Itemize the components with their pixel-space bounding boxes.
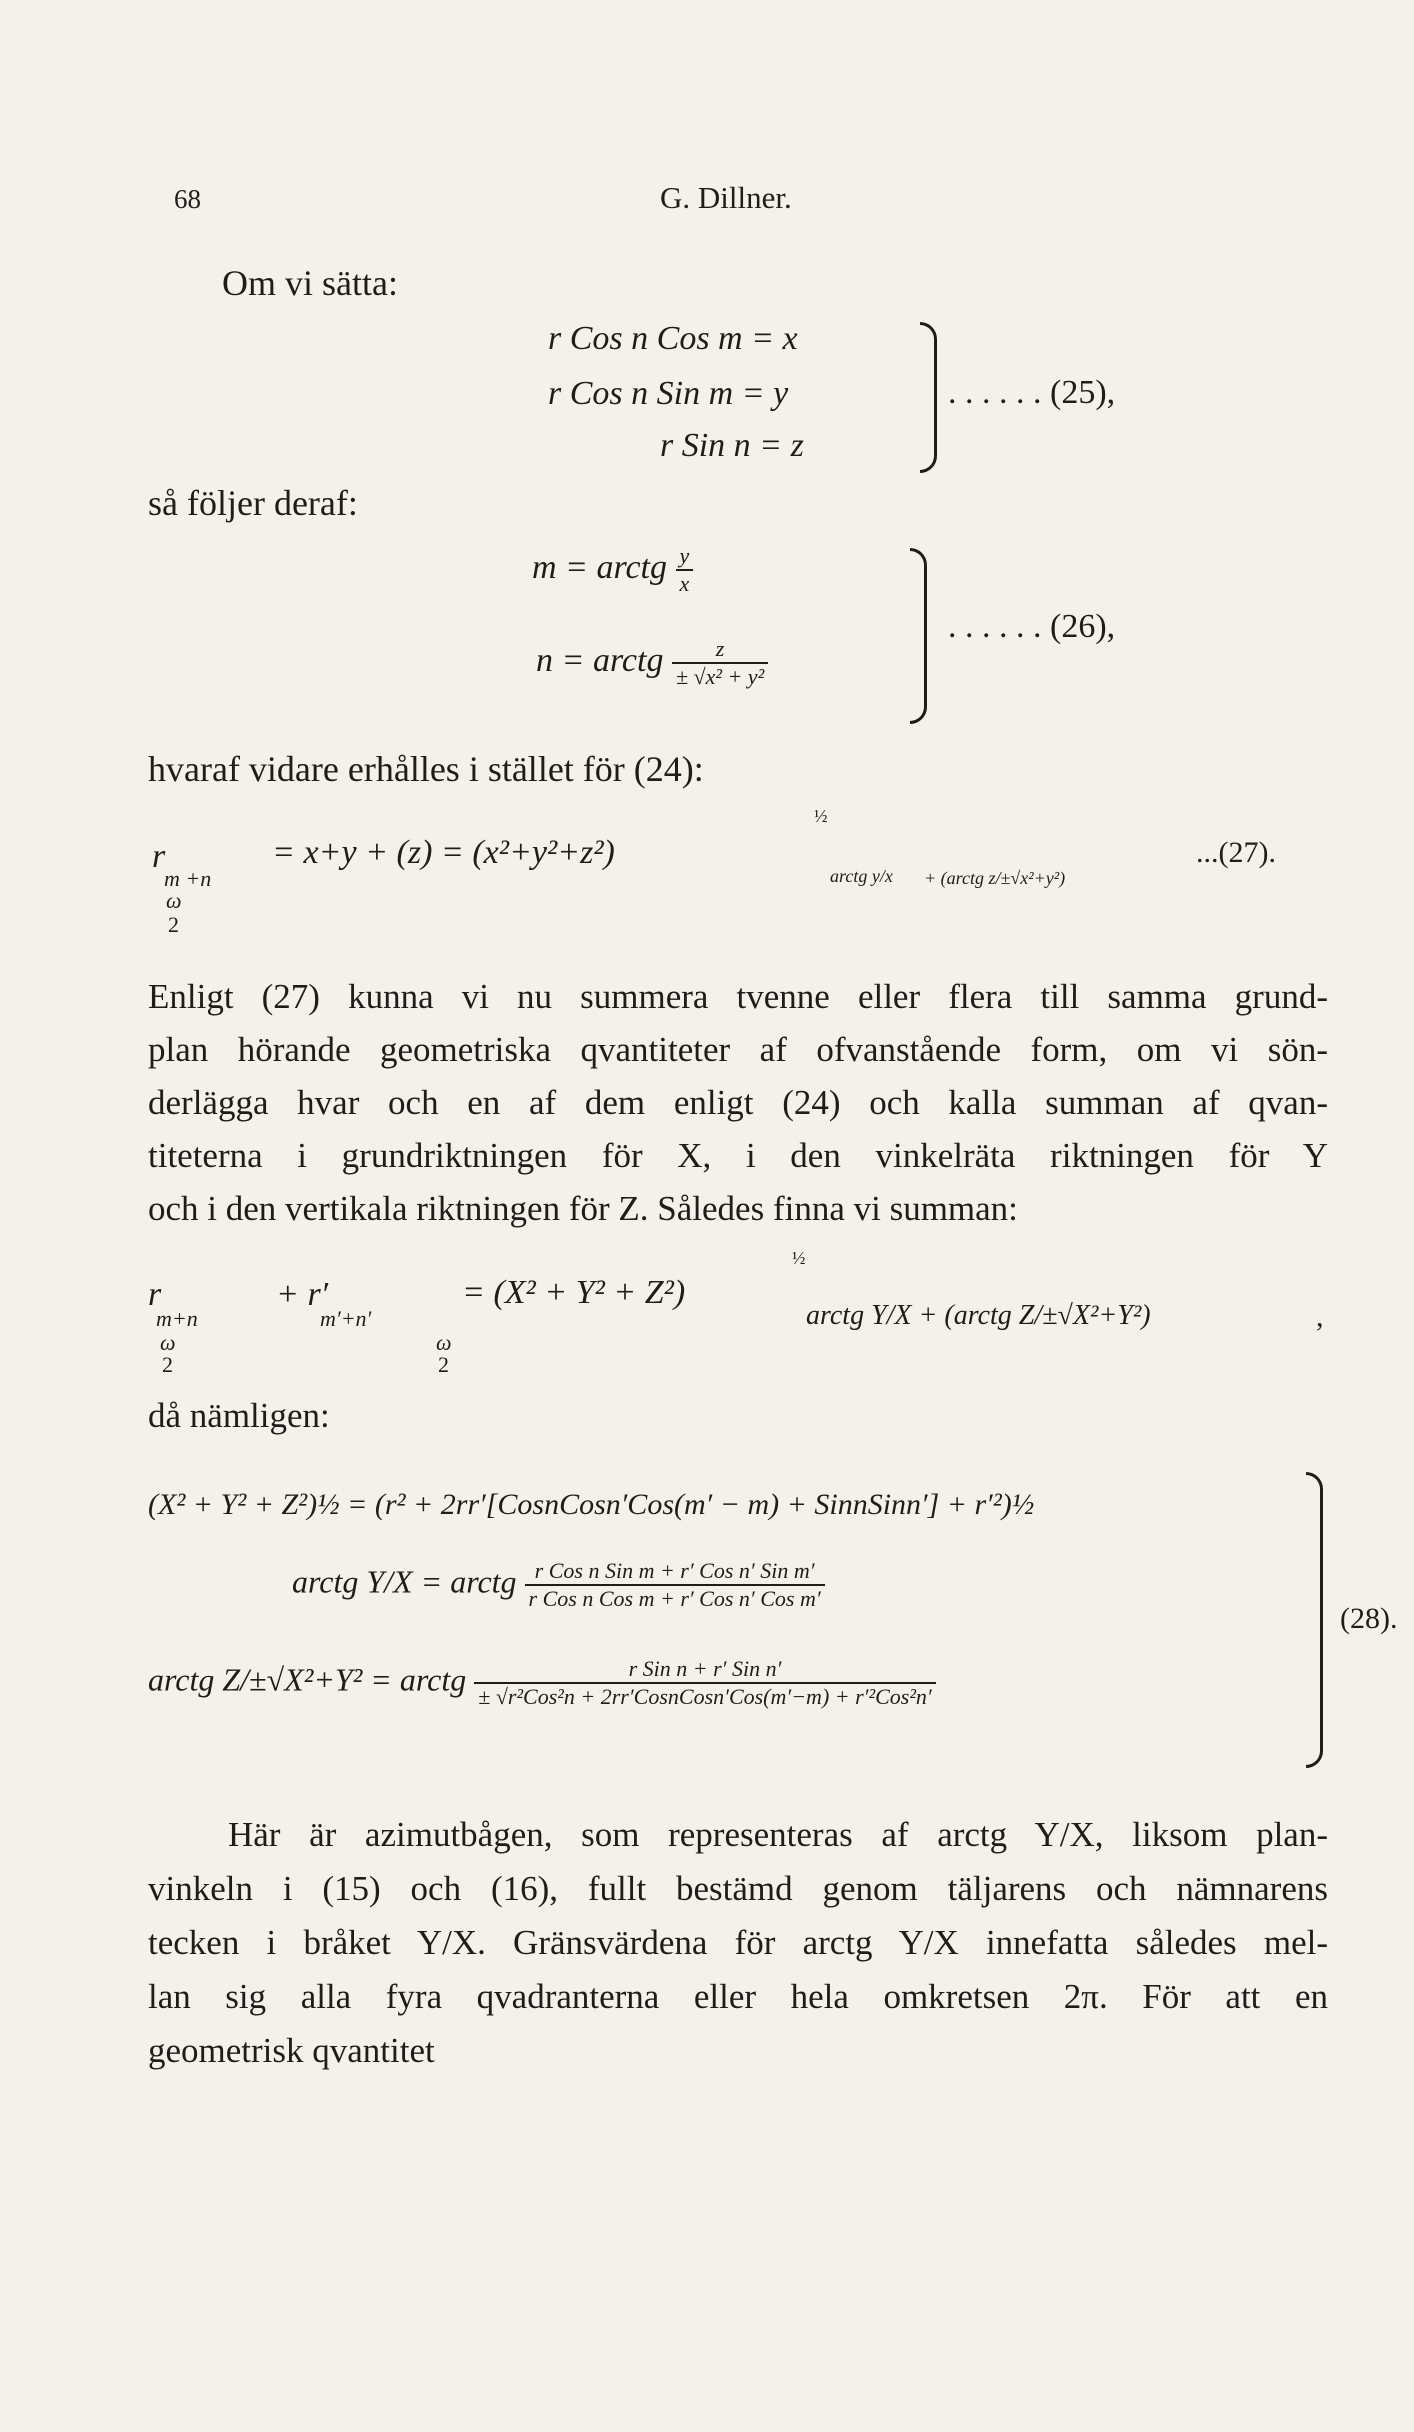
paragraph-1 (148, 970, 1328, 1235)
eq28-label: (28). (1340, 1602, 1398, 1635)
eq27-omega: ω (166, 888, 182, 913)
eq27-label: ...(27). (1196, 836, 1276, 869)
eq26-m-fraction (676, 545, 694, 595)
eq27-exponent-arctg-z: + (arctg z/±√x²+y²) (924, 868, 1066, 888)
sum-subscript-1: m+n (156, 1306, 198, 1331)
eq27-middle: = x+y + (z) = (x²+y²+z²) (272, 834, 615, 871)
sum-omega-1: ω (160, 1330, 176, 1355)
eq27-two: 2 (168, 912, 179, 937)
eq28-line2-lhs: arctg Y/X = arctg (292, 1563, 517, 1600)
da-namligen: då nämligen: (148, 1396, 330, 1435)
sum-two-1: 2 (162, 1352, 173, 1377)
eq26-m-numerator: y (679, 543, 690, 568)
sum-exponent: arctg Y/X + (arctg Z/±√X²+Y²) (806, 1300, 1151, 1331)
eq26-n-lhs: n = arctg (536, 641, 664, 679)
paragraph-2-line: lan sig alla fyra qvadranterna eller hela omkretsen 2π. För att en (148, 1977, 1328, 2016)
eq27-half-exponent: ½ (814, 806, 828, 826)
eq28-line3-denominator: ± √r²Cos²n + 2rr′CosnCosn′Cos(m′−m) + r′²Cos²n′ (474, 1682, 935, 1708)
eq27-exponent-arctg: arctg y/x (830, 866, 893, 886)
running-title: G. Dillner. (660, 180, 792, 215)
paragraph-2-line: Här är azimutbågen, som representeras af arctg Y/X, liksom plan- (228, 1815, 1328, 1854)
eq28-line2-denominator: r Cos n Cos m + r′ Cos n′ Cos m′ (525, 1584, 825, 1610)
eq27-subscript: m +n (164, 866, 212, 891)
eq25-brace (920, 322, 937, 473)
eq25-line2 (548, 375, 788, 413)
eq25-line1-text: r Cos n Cos m = x (548, 320, 798, 357)
eq25-line3 (660, 427, 804, 465)
eq28-line3-lhs: arctg Z/±√X²+Y² = arctg (148, 1661, 467, 1698)
eq26-label: . . . . . . (26), (948, 608, 1116, 645)
eq25-line3-text: r Sin n = z (660, 427, 804, 464)
intro-hvaraf: hvaraf vidare erhålles i stället för (24): (148, 749, 704, 789)
eq28-line3-fraction (474, 1658, 935, 1708)
sum-two-2: 2 (438, 1352, 449, 1377)
eq28-line2 (292, 1560, 825, 1610)
eq28-line2-numerator: r Cos n Sin m + r′ Cos n′ Sin m′ (534, 1558, 815, 1583)
intro-om-vi-satta: Om vi sätta: (222, 263, 398, 303)
sum-lhs: r (148, 1276, 162, 1313)
eq26-m-row (532, 545, 693, 595)
eq28-line3-numerator: r Sin n + r′ Sin n′ (628, 1656, 782, 1681)
eq26-brace (910, 548, 927, 724)
sum-rhs: = (X² + Y² + Z²) (462, 1274, 686, 1311)
paragraph-1-line: derlägga hvar och en af dem enligt (24) och kalla summan af qvan- (148, 1083, 1328, 1122)
sum-plus-r: + r′ (276, 1276, 329, 1313)
sum-omega-2: ω (436, 1330, 452, 1355)
eq26-n-row (536, 638, 768, 688)
eq28-line3 (148, 1658, 936, 1708)
paragraph-2-line: tecken i bråket Y/X. Gränsvärdena för arctg Y/X innefatta således mel- (148, 1923, 1328, 1962)
paragraph-1-line: plan hörande geometriska qvantiteter af ofvanstående form, om vi sön- (148, 1030, 1328, 1069)
eq25-label: . . . . . . (25), (948, 374, 1116, 411)
paragraph-1-line: och i den vertikala riktningen för Z. Således finna vi summan: (148, 1189, 1018, 1228)
sum-comma: , (1316, 1300, 1324, 1333)
paragraph-1-line: Enligt (27) kunna vi nu summera tvenne eller flera till samma grund- (148, 977, 1328, 1016)
sum-subscript-2: m′+n′ (320, 1306, 372, 1331)
eq26-n-numerator: z (715, 636, 725, 661)
eq27-lhs: r (152, 838, 166, 875)
intro-sa-foljer: så följer deraf: (148, 483, 358, 523)
paragraph-1-line: titeterna i grundriktningen för X, i den vinkelräta riktningen för Y (148, 1136, 1328, 1175)
eq28-line2-fraction (525, 1560, 825, 1610)
paragraph-2-line: geometrisk qvantitet (148, 2031, 435, 2070)
sum-half-exponent: ½ (792, 1248, 806, 1268)
eq26-n-denominator: ± √x² + y² (672, 662, 768, 688)
eq26-m-lhs: m = arctg (532, 548, 668, 586)
eq25-line2-text: r Cos n Sin m = y (548, 375, 789, 412)
eq28-brace (1306, 1472, 1323, 1768)
paragraph-2 (148, 1808, 1328, 2078)
eq26-m-denominator: x (676, 569, 694, 595)
page-number: 68 (174, 184, 201, 214)
eq28-line1: (X² + Y² + Z²)½ = (r² + 2rr′[CosnCosn′Cos(m′ − m) + SinnSinn′] + r′²)½ (148, 1488, 1035, 1521)
paragraph-2-line: vinkeln i (15) och (16), fullt bestämd genom täljarens och nämnarens (148, 1869, 1328, 1908)
eq26-n-fraction (672, 638, 768, 688)
eq25-line1 (548, 320, 798, 358)
